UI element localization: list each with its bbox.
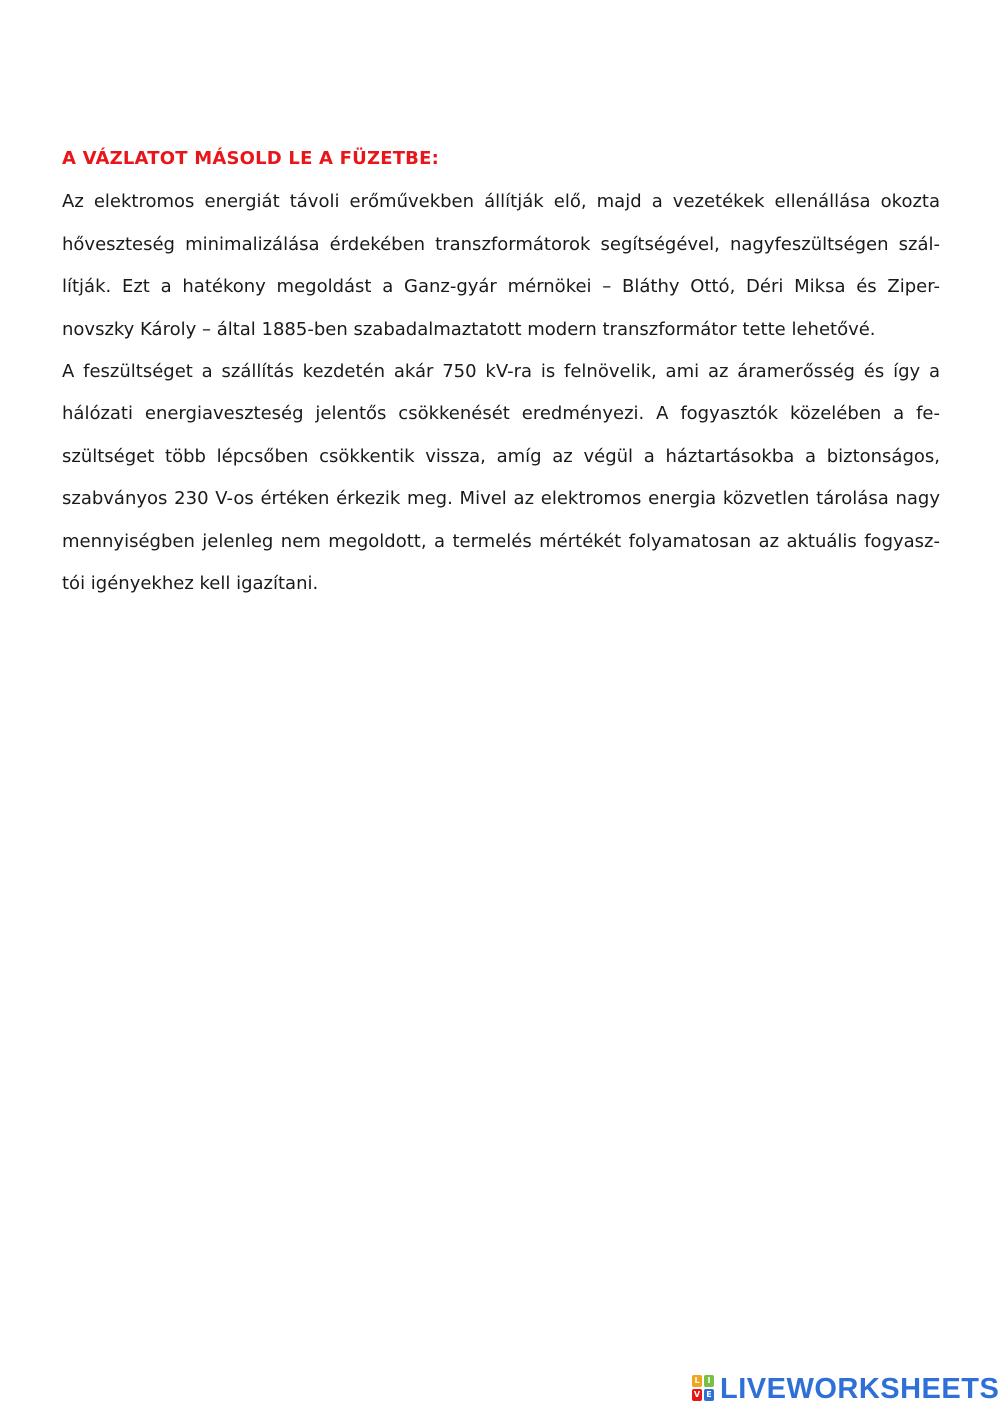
logo-text: LIVEWORKSHEETS <box>720 1372 1000 1405</box>
page-heading: A VÁZLATOT MÁSOLD LE A FÜZETBE: <box>62 148 439 169</box>
logo-mark-e: E <box>704 1389 714 1401</box>
text-line-9: mennyiségben jelenleg nem megoldott, a termelés mértékét folyamatosan az aktuális fogyasz- <box>62 531 940 552</box>
logo-mark-i: I <box>704 1375 714 1387</box>
logo-mark-icon <box>692 1375 716 1403</box>
text-line-10: tói igényekhez kell igazítani. <box>62 573 319 594</box>
logo-mark-l: L <box>692 1375 702 1387</box>
text-line-2: hőveszteség minimalizálása érdekében transzformátorok segítségével, nagyfeszültségen szál- <box>62 234 940 255</box>
text-line-6: hálózati energiaveszteség jelentős csökkenését eredményezi. A fogyasztók közelében a fe- <box>62 403 940 424</box>
text-line-4: novszky Károly – által 1885-ben szabadalmaztatott modern transzformátor tette lehetővé. <box>62 319 876 340</box>
text-line-3: lítják. Ezt a hatékony megoldást a Ganz-gyár mérnökei – Bláthy Ottó, Déri Miksa és Ziper- <box>62 276 940 297</box>
text-line-8: szabványos 230 V-os értéken érkezik meg. Mivel az elektromos energia közvetlen tárolása nagy <box>62 488 940 509</box>
logo-mark-v: V <box>693 1390 701 1399</box>
liveworksheets-logo[interactable] <box>692 1372 999 1406</box>
text-line-7: szültséget több lépcsőben csökkentik vissza, amíg az végül a háztartásokba a biztonságos, <box>62 446 940 467</box>
text-line-5: A feszültséget a szállítás kezdetén akár 750 kV-ra is felnövelik, ami az áramerősség és így a <box>62 361 940 382</box>
text-line-1: Az elektromos energiát távoli erőművekben állítják elő, majd a vezetékek ellenállása okozta <box>62 191 940 212</box>
